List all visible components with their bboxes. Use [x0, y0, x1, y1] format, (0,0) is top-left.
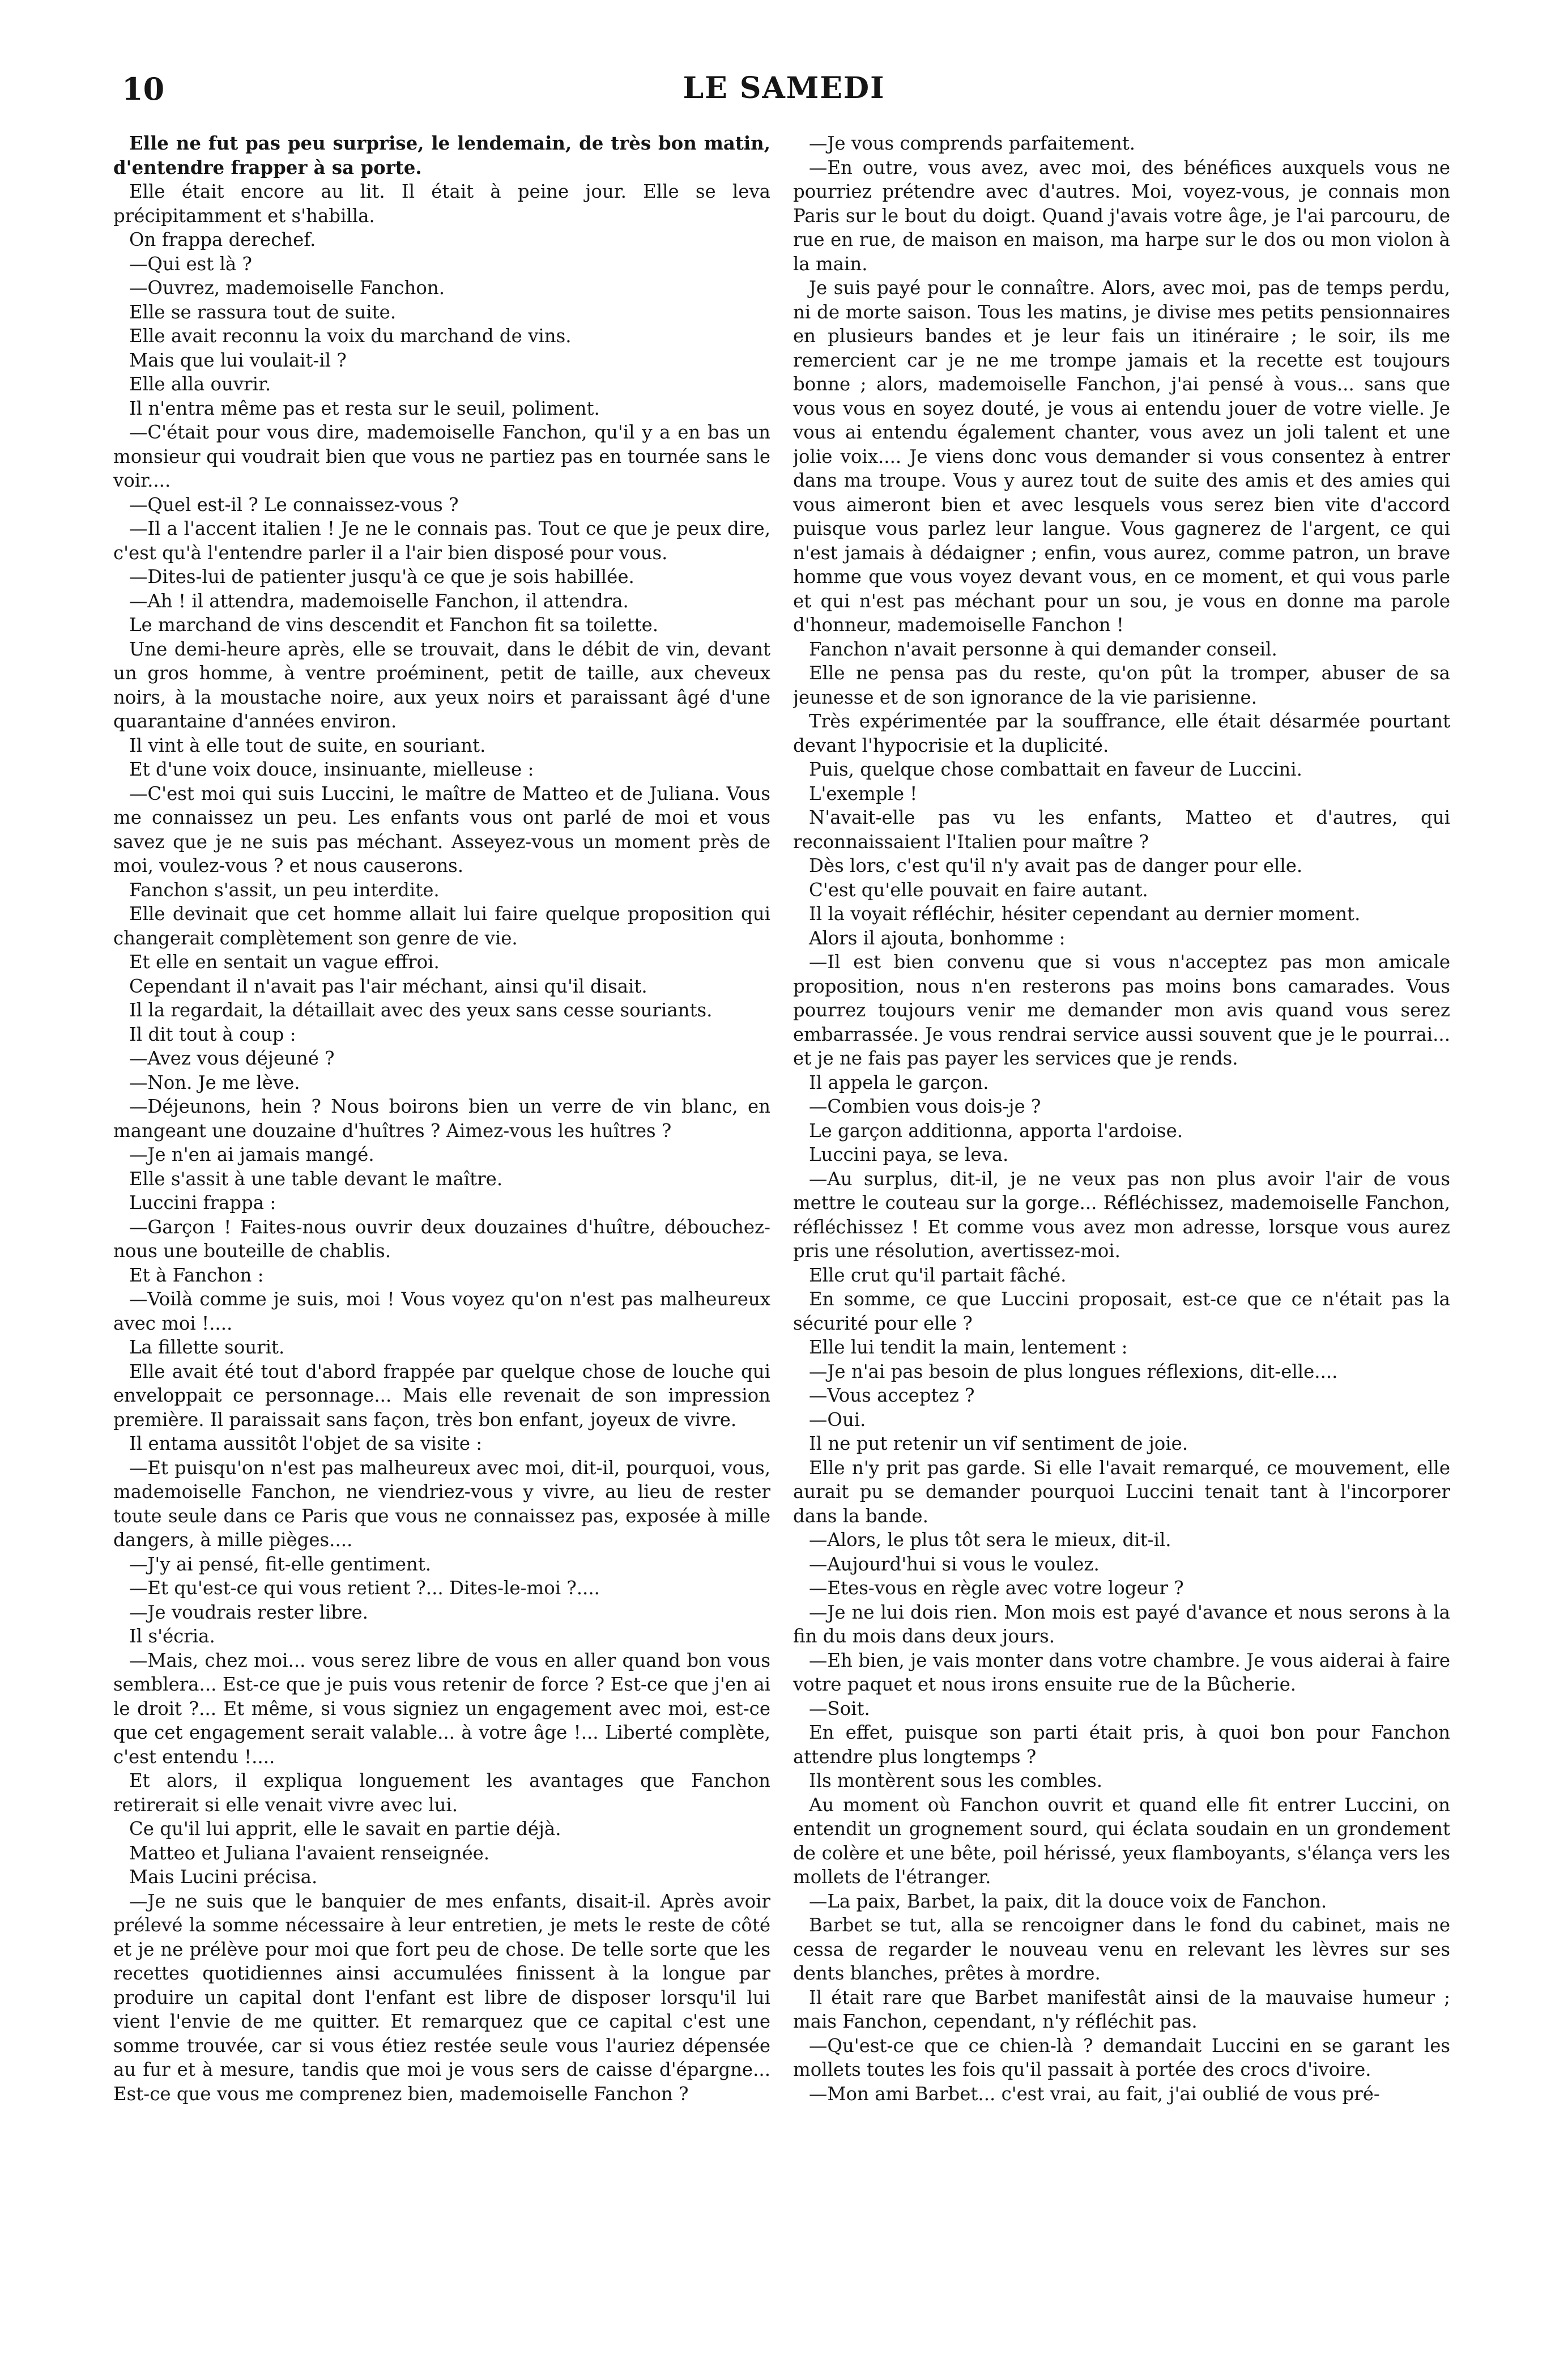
paragraph: Barbet se tut, alla se rencoigner dans le fond du cabinet, mais ne cessa de regarder le nouveau venu en relevant les lèvres sur ses dents blanches, prêtes à mordre. [793, 1914, 1450, 1984]
paragraph: Elle n'y prit pas garde. Si elle l'avait remarqué, ce mouvement, elle aurait pu se demander pourquoi Luccini tenait tant à l'incorporer dans la bande. [793, 1457, 1450, 1527]
paragraph: Elle lui tendit la main, lentement : [809, 1336, 1128, 1358]
paragraph: —Aujourd'hui si vous le voulez. [809, 1553, 1100, 1575]
paragraph: Très expérimentée par la souffrance, elle était désarmée pourtant devant l'hypocrisie et la duplicité. [793, 710, 1450, 756]
paragraph: Elle avait été tout d'abord frappée par quelque chose de louche qui enveloppait ce personnage... Mais elle revenait de son impression première. Il paraissait sans façon, très bon enfant, joyeux de vivre. [113, 1360, 770, 1431]
paragraph: —Etes-vous en règle avec votre logeur ? [809, 1577, 1184, 1599]
paragraph: Fanchon s'assit, un peu interdite. [129, 879, 440, 901]
paragraph: Puis, quelque chose combattait en faveur de Luccini. [809, 759, 1302, 780]
paragraph: —Au surplus, dit-il, je ne veux pas non plus avoir l'air de vous mettre le couteau sur la gorge... Réfléchissez, mademoiselle Fanchon, réfléchissez ! Et comme vous avez mon adresse, lorsque vous aurez pris une résolution, avertissez-moi. [793, 1168, 1450, 1262]
paragraph: Elle s'assit à une table devant le maître. [129, 1168, 503, 1190]
paragraph: Il entama aussitôt l'objet de sa visite : [129, 1433, 483, 1454]
paragraph: Luccini frappa : [129, 1192, 276, 1214]
running-title: LE SAMEDI [683, 71, 885, 105]
paragraph: Matteo et Juliana l'avaient renseignée. [129, 1842, 490, 1864]
paragraph: Il ne put retenir un vif sentiment de joie. [809, 1433, 1188, 1454]
paragraph: —Eh bien, je vais monter dans votre chambre. Je vous aiderai à faire votre paquet et nous irons ensuite rue de la Bûcherie. [793, 1649, 1450, 1695]
paragraph: Il la voyait réfléchir, hésiter cependant au dernier moment. [809, 903, 1361, 925]
text-column-left [113, 131, 770, 2341]
paragraph: —Ouvrez, mademoiselle Fanchon. [129, 277, 445, 299]
paragraph: Une demi-heure après, elle se trouvait, dans le débit de vin, devant un gros homme, à ventre proéminent, petit de taille, aux cheveux noirs, à la moustache noire, aux yeux noirs et paraissant âgé d'une quarantaine d'années environ. [113, 638, 770, 732]
paragraph: —En outre, vous avez, avec moi, des bénéfices auxquels vous ne pourriez prétendre avec d'autres. Moi, voyez-vous, je connais mon Paris sur le bout du doigt. Quand j'avais votre âge, je l'ai parcouru, de rue en rue, de maison en maison, ma harpe sur le dos ou mon violon à la main. [793, 156, 1450, 275]
paragraph: —Quel est-il ? Le connaissez-vous ? [129, 493, 459, 516]
paragraph: —C'est moi qui suis Luccini, le maître de Matteo et de Juliana. Vous me connaissez un peu. Les enfants vous ont parlé de moi et vous savez que je ne suis pas méchant. Asseyez-vous un moment près de moi, voulez-vous ? et nous causerons. [113, 782, 770, 876]
paragraph: Cependant il n'avait pas l'air méchant, ainsi qu'il disait. [129, 975, 647, 997]
paragraph: Elle se rassura tout de suite. [129, 301, 397, 323]
paragraph: Et à Fanchon : [129, 1264, 264, 1286]
paragraph: Il appela le garçon. [809, 1071, 989, 1093]
paragraph: Et d'une voix douce, insinuante, mielleuse : [129, 759, 534, 780]
paragraph: —Alors, le plus tôt sera le mieux, dit-il. [809, 1529, 1171, 1551]
paragraph: Fanchon n'avait personne à qui demander conseil. [809, 638, 1277, 660]
paragraph: —Vous acceptez ? [809, 1385, 975, 1406]
paragraph: La fillette sourit. [129, 1336, 285, 1358]
paragraph: C'est qu'elle pouvait en faire autant. [809, 879, 1148, 901]
paragraph: Ce qu'il lui apprit, elle le savait en partie déjà. [129, 1818, 561, 1840]
paragraph: —La paix, Barbet, la paix, dit la douce voix de Fanchon. [809, 1890, 1327, 1912]
paragraph: Elle alla ouvrir. [129, 373, 271, 395]
paragraph: Il dit tout à coup : [129, 1023, 296, 1045]
paragraph: En somme, ce que Luccini proposait, est-ce que ce n'était pas la sécurité pour elle ? [793, 1288, 1450, 1334]
paragraph: —Je n'en ai jamais mangé. [129, 1144, 374, 1165]
paragraph: —Mais, chez moi... vous serez libre de vous en aller quand bon vous semblera... Est-ce que je puis vous retenir de force ? Est-ce que j'en ai le droit ?... Et même, si vous signiez un engagement avec moi, est-ce que cet engagement serait valable... à votre âge !... Liberté complète, c'est entendu !.... [113, 1649, 770, 1768]
paragraph: —Avez vous déjeuné ? [129, 1048, 335, 1069]
paragraph: —Il a l'accent italien ! Je ne le connais pas. Tout ce que je peux dire, c'est qu'à l'entendre parler il a l'air bien disposé pour vous. [113, 518, 770, 564]
paragraph: Elle ne fut pas peu surprise, le lendemain, de très bon matin, d'entendre frapper à sa porte. [113, 133, 770, 178]
page-number: 10 [122, 71, 165, 107]
paragraph: Luccini paya, se leva. [809, 1144, 1009, 1165]
paragraph: —Je voudrais rester libre. [129, 1601, 368, 1623]
paragraph: —C'était pour vous dire, mademoiselle Fanchon, qu'il y a en bas un monsieur qui voudrait bien que vous ne partiez pas en tournée sans le voir.... [113, 422, 770, 491]
text-column-right [793, 131, 1450, 2341]
paragraph: —J'y ai pensé, fit-elle gentiment. [129, 1553, 432, 1575]
paragraph: —Soit. [809, 1697, 870, 1719]
paragraph: Elle devinait que cet homme allait lui faire quelque proposition qui changerait complètement son genre de vie. [113, 903, 770, 949]
paragraph: Elle crut qu'il partait fâché. [809, 1264, 1067, 1286]
paragraph: Alors il ajouta, bonhomme : [809, 927, 1066, 949]
paragraph: Il la regardait, la détaillait avec des yeux sans cesse souriants. [129, 999, 713, 1021]
paragraph: L'exemple ! [809, 782, 918, 804]
paragraph: —Déjeunons, hein ? Nous boirons bien un verre de vin blanc, en mangeant une douzaine d'huîtres ? Aimez-vous les huîtres ? [113, 1096, 770, 1142]
paragraph: Et alors, il expliqua longuement les avantages que Fanchon retirerait si elle venait vivre avec lui. [113, 1770, 770, 1816]
page-header [122, 71, 1446, 116]
paragraph: —Qui est là ? [129, 253, 252, 275]
paragraph: Et elle en sentait un vague effroi. [129, 951, 440, 973]
paragraph: Le marchand de vins descendit et Fanchon fit sa toilette. [129, 614, 659, 636]
paragraph: Mais Lucini précisa. [129, 1866, 318, 1888]
paragraph: Il vint à elle tout de suite, en souriant. [129, 734, 486, 756]
paragraph: —Qu'est-ce que ce chien-là ? demandait Luccini en se garant les mollets toutes les fois qu'il passait à portée des crocs d'ivoire. [793, 2034, 1450, 2080]
paragraph: Je suis payé pour le connaître. Alors, avec moi, pas de temps perdu, ni de morte saison. Tous les matins, je divise mes petits pensionnaires en plusieurs bandes et je leur fais un itinéraire ; le soir, ils me remercient car je ne me trompe jamais et la recette est toujours bonne ; alors, mademoiselle Fanchon, j'ai pensé à vous... sans que vous vous en soyez douté, je vous ai entendu jouer de votre vielle. Je vous ai entendu également chanter, vous avez un joli talent et une jolie voix.... Je viens donc vous demander si vous consentez à entrer dans ma troupe. Vous y aurez tout de suite des amis et des amies qui vous aimeront bien et avec lesquels vous serez bien vite d'accord puisque vous parlez leur langue. Vous gagnerez de l'argent, ce qui n'est jamais à dédaigner ; enfin, vous aurez, comme patron, un brave homme que vous voyez devant vous, en ce moment, et qui vous parle et qui n'est pas méchant pour un sou, je vous en donne ma parole d'honneur, mademoiselle Fanchon ! [793, 277, 1450, 636]
paragraph: —Voilà comme je suis, moi ! Vous voyez qu'on n'est pas malheureux avec moi !.... [113, 1288, 770, 1334]
paragraph: —Je n'ai pas besoin de plus longues réflexions, dit-elle.... [809, 1360, 1338, 1382]
paragraph: —Combien vous dois-je ? [809, 1096, 1041, 1117]
paragraph: —Garçon ! Faites-nous ouvrir deux douzaines d'huître, débouchez-nous une bouteille de chablis. [113, 1216, 770, 1262]
paragraph: Au moment où Fanchon ouvrit et quand elle fit entrer Luccini, on entendit un grognement sourd, qui éclata soudain en un grondement de colère et une bête, poil hérissé, yeux flamboyants, s'élança vers les mollets de l'étranger. [793, 1794, 1450, 1888]
paragraph: Ils montèrent sous les combles. [809, 1770, 1103, 1791]
paragraph: Il n'entra même pas et resta sur le seuil, poliment. [129, 397, 600, 419]
paragraph: Mais que lui voulait-il ? [129, 349, 347, 371]
paragraph: —Il est bien convenu que si vous n'acceptez pas mon amicale proposition, nous n'en resterons pas moins bons camarades. Vous pourrez toujours venir me demander mon avis quand vous serez embarrassée. Je vous rendrai service aussi souvent que je le pourrai... et je ne fais pas payer les services que je rends. [793, 951, 1450, 1069]
paragraph: —Oui. [809, 1408, 866, 1431]
paragraph: —Et puisqu'on n'est pas malheureux avec moi, dit-il, pourquoi, vous, mademoiselle Fanchon, ne viendriez-vous y vivre, au lieu de rester toute seule dans ce Paris que vous ne connaissez pas, exposée à mille dangers, à mille pièges.... [113, 1457, 770, 1551]
paragraph: —Ah ! il attendra, mademoiselle Fanchon, il attendra. [129, 590, 629, 612]
paragraph: En effet, puisque son parti était pris, à quoi bon pour Fanchon attendre plus longtemps ? [793, 1722, 1450, 1768]
paragraph: N'avait-elle pas vu les enfants, Matteo et d'autres, qui reconnaissaient l'Italien pour maître ? [793, 807, 1450, 853]
paragraph: —Et qu'est-ce qui vous retient ?... Dites-le-moi ?.... [129, 1577, 600, 1599]
paragraph: —Je vous comprends parfaitement. [809, 133, 1136, 154]
paragraph: —Je ne lui dois rien. Mon mois est payé d'avance et nous serons à la fin du mois dans deux jours. [793, 1601, 1450, 1647]
paragraph: —Mon ami Barbet... c'est vrai, au fait, j'ai oublié de vous pré- [809, 2083, 1380, 2105]
paragraph: —Dites-lui de patienter jusqu'à ce que je sois habillée. [129, 566, 634, 588]
paragraph: —Non. Je me lève. [129, 1071, 300, 1093]
paragraph: Elle avait reconnu la voix du marchand de vins. [129, 325, 572, 347]
paragraph: Le garçon additionna, apporta l'ardoise. [809, 1119, 1183, 1142]
paragraph: Dès lors, c'est qu'il n'y avait pas de danger pour elle. [809, 855, 1303, 876]
paragraph: Elle ne pensa pas du reste, qu'on pût la tromper, abuser de sa jeunesse et de son ignorance de la vie parisienne. [793, 662, 1450, 708]
paragraph: On frappa derechef. [129, 229, 316, 250]
paragraph: Il était rare que Barbet manifestât ainsi de la mauvaise humeur ; mais Fanchon, cependant, n'y réfléchit pas. [793, 1986, 1450, 2032]
paragraph: —Je ne suis que le banquier de mes enfants, disait-il. Après avoir prélevé la somme nécessaire à leur entretien, je mets le reste de côté et je ne prélève pour moi que fort peu de chose. De telle sorte que les recettes quotidiennes ainsi accumulées finissent à la longue par produire un capital dont l'enfant est libre de disposer lorsqu'il lui vient l'envie de me quitter. Et remarquez que ce capital c'est une somme trouvée, car si vous étiez restée seule vous l'auriez dépensée au fur et à mesure, tandis que moi je vous sers de caisse d'épargne... Est-ce que vous me comprenez bien, mademoiselle Fanchon ? [113, 1890, 770, 2105]
paragraph: Elle était encore au lit. Il était à peine jour. Elle se leva précipitamment et s'habilla. [113, 181, 770, 227]
paragraph: Il s'écria. [129, 1625, 215, 1647]
